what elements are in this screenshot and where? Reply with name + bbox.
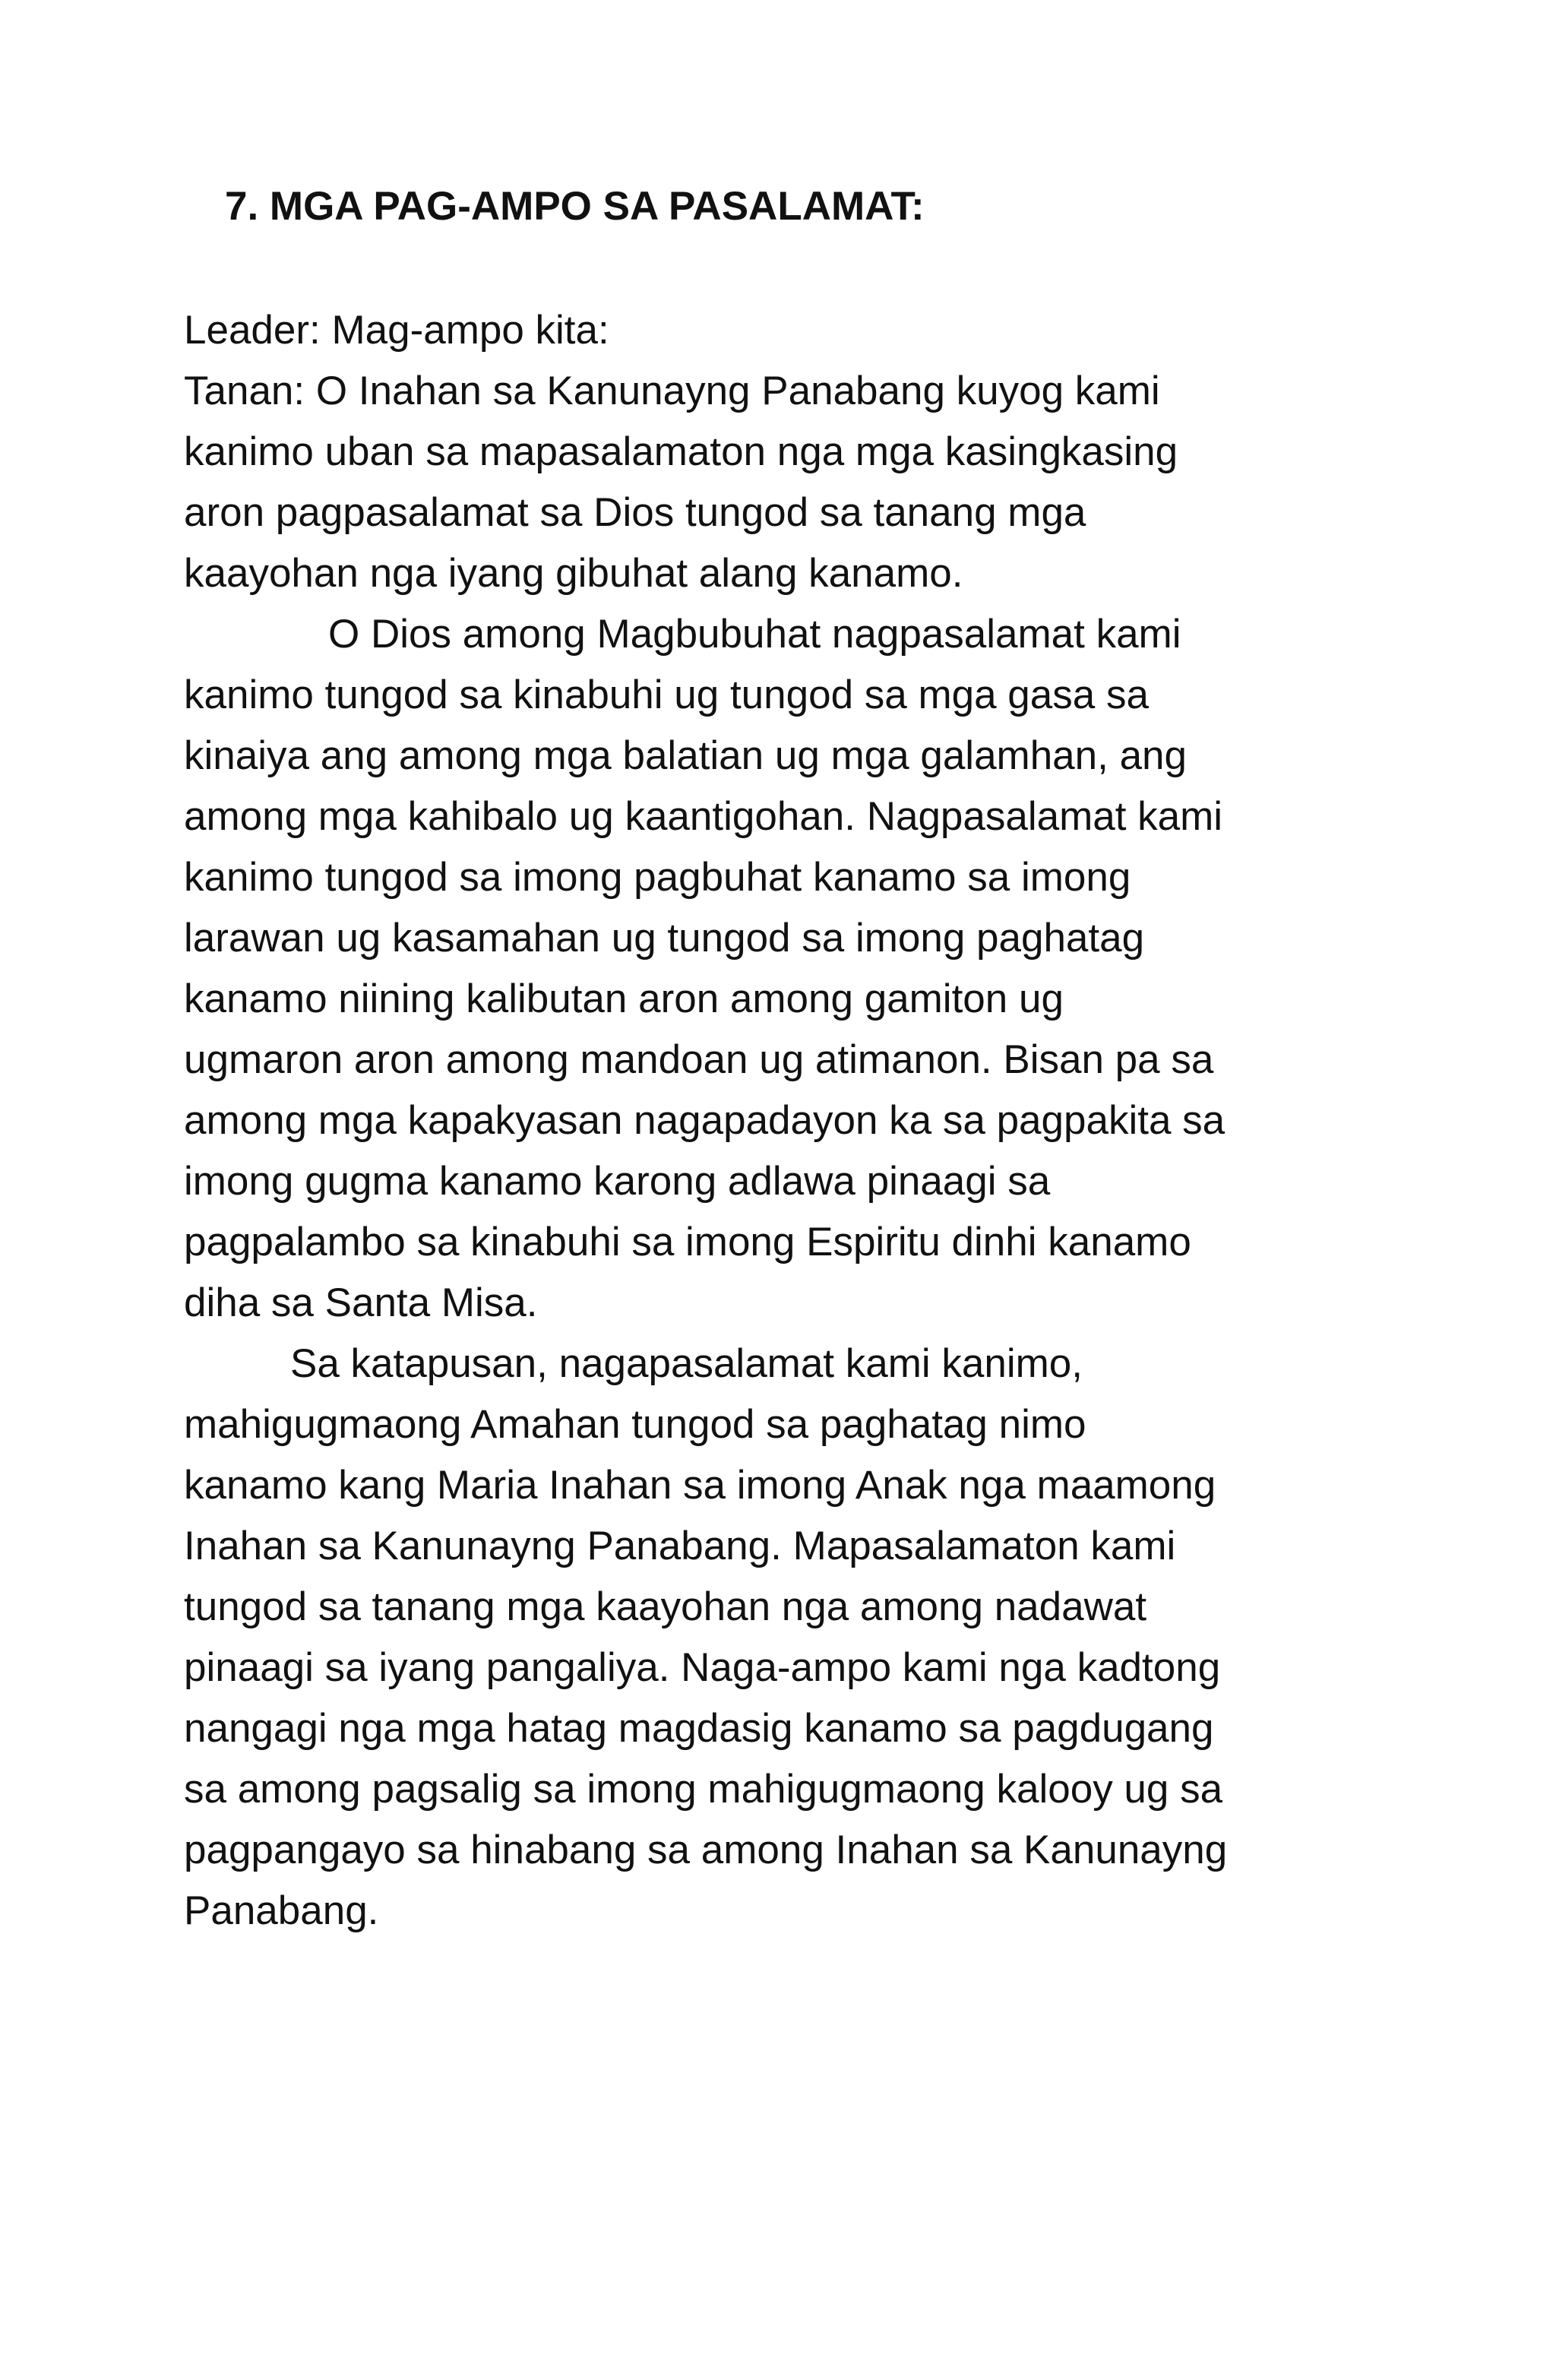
text-line: kanamo kang Maria Inahan sa imong Anak nga maamong bbox=[184, 1463, 1216, 1508]
text-line: among mga kahibalo ug kaantigohan. Nagpasalamat kami bbox=[184, 794, 1223, 839]
text-line: tungod sa tanang mga kaayohan nga among nadawat bbox=[184, 1584, 1147, 1629]
text-line: diha sa Santa Misa. bbox=[184, 1280, 538, 1325]
text-line: sa among pagsalig sa imong mahigugmaong kalooy ug sa bbox=[184, 1767, 1223, 1812]
text-line: Inahan sa Kanunayng Panabang. Mapasalamaton kami bbox=[184, 1524, 1176, 1568]
text-line: ugmaron aron among mandoan ug atimanon. Bisan pa sa bbox=[184, 1037, 1214, 1082]
text-line: Tanan: O Inahan sa Kanunayng Panabang kuyog kami bbox=[184, 369, 1160, 413]
text-line: kanamo niining kalibutan aron among gamiton ug bbox=[184, 976, 1064, 1021]
text-line: pagpangayo sa hinabang sa among Inahan sa Kanunayng bbox=[184, 1828, 1228, 1872]
text-line: mahigugmaong Amahan tungod sa paghatag nimo bbox=[184, 1402, 1086, 1447]
text-line: kaayohan nga iyang gibuhat alang kanamo. bbox=[184, 551, 963, 596]
text-line: kanimo tungod sa imong pagbuhat kanamo sa imong bbox=[184, 855, 1131, 900]
text-line: Panabang. bbox=[184, 1888, 379, 1933]
leader-line: Leader: Mag-ampo kita: bbox=[184, 308, 609, 353]
text-line: kinaiya ang among mga balatian ug mga galamhan, ang bbox=[184, 733, 1188, 778]
text-line: imong gugma kanamo karong adlawa pinaagi sa bbox=[184, 1159, 1051, 1204]
text-line: pagpalambo sa kinabuhi sa imong Espiritu dinhi kanamo bbox=[184, 1220, 1191, 1264]
paragraph-start-line: O Dios among Magbubuhat nagpasalamat kami bbox=[328, 612, 1181, 657]
text-line: aron pagpasalamat sa Dios tungod sa tanang mga bbox=[184, 490, 1086, 535]
text-line: among mga kapakyasan nagapadayon ka sa pagpakita sa bbox=[184, 1098, 1226, 1143]
text-line: nangagi nga mga hatag magdasig kanamo sa pagdugang bbox=[184, 1706, 1214, 1751]
text-line: kanimo uban sa mapasalamaton nga mga kasingkasing bbox=[184, 429, 1178, 474]
prayer-text bbox=[184, 300, 1430, 1942]
paragraph-start-line: Sa katapusan, nagapasalamat kami kanimo, bbox=[290, 1341, 1083, 1386]
section-heading: 7. MGA PAG-AMPO SA PASALAMAT: bbox=[225, 184, 925, 229]
text-line: pinaagi sa iyang pangaliya. Naga-ampo kami nga kadtong bbox=[184, 1645, 1221, 1690]
text-line: larawan ug kasamahan ug tungod sa imong paghatag bbox=[184, 916, 1145, 961]
text-line: kanimo tungod sa kinabuhi ug tungod sa mga gasa sa bbox=[184, 673, 1149, 717]
